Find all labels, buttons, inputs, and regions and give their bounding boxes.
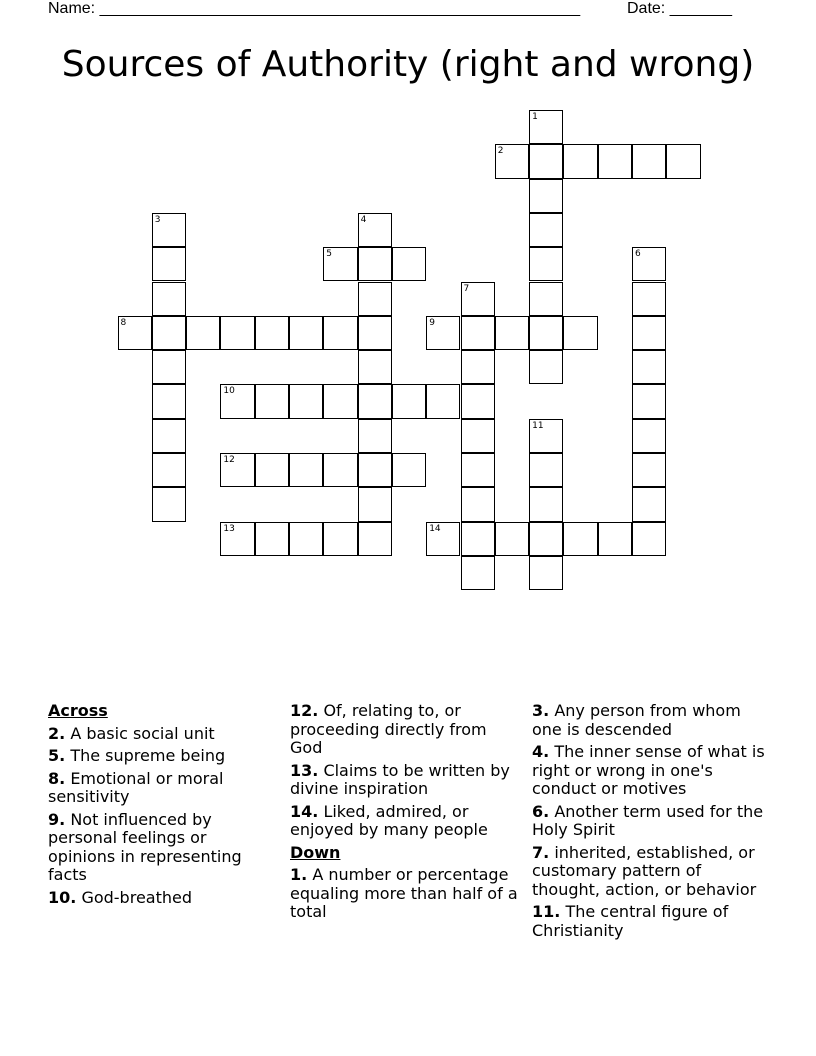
grid-cell[interactable] bbox=[563, 522, 597, 556]
grid-cell[interactable] bbox=[632, 282, 666, 316]
clue-number: 14 bbox=[429, 523, 441, 534]
grid-cell[interactable] bbox=[598, 522, 632, 556]
grid-cell[interactable] bbox=[632, 522, 666, 556]
grid-cell[interactable] bbox=[358, 419, 392, 453]
clue-down-1: 1. A number or percentage equaling more than half of a total bbox=[290, 865, 518, 921]
grid-cell[interactable] bbox=[529, 110, 563, 144]
grid-cell[interactable] bbox=[426, 316, 460, 350]
grid-cell[interactable] bbox=[186, 316, 220, 350]
grid-cell[interactable] bbox=[666, 144, 700, 178]
grid-cell[interactable] bbox=[563, 316, 597, 350]
grid-cell[interactable] bbox=[289, 522, 323, 556]
clue-number: 1 bbox=[532, 112, 538, 122]
clue-number: 4 bbox=[360, 214, 367, 225]
grid-cell[interactable] bbox=[632, 487, 666, 521]
clue-down-4: 4. The inner sense of what is right or wrong in one's conduct or motives bbox=[532, 742, 765, 798]
grid-cell[interactable] bbox=[632, 316, 666, 350]
grid-cell[interactable] bbox=[323, 522, 357, 556]
clue-down-7: 7. inherited, established, or customary pattern of thought, action, or behavior bbox=[532, 842, 757, 899]
grid-cell[interactable] bbox=[461, 522, 495, 556]
grid-cell[interactable] bbox=[152, 487, 186, 521]
clue-across-13: 13. Claims to be written by divine inspiration bbox=[290, 760, 510, 798]
grid-cell[interactable] bbox=[632, 384, 666, 418]
grid-cell[interactable] bbox=[152, 453, 186, 487]
clue-across-9: 9. Not influenced by personal feelings or opinions in representing facts bbox=[48, 809, 242, 884]
grid-cell[interactable] bbox=[529, 247, 563, 281]
grid-cell[interactable] bbox=[529, 316, 563, 350]
grid-cell[interactable] bbox=[529, 522, 563, 556]
grid-cell[interactable] bbox=[495, 522, 529, 556]
name-field-label[interactable]: Name: ______________________________________________________ bbox=[48, 0, 581, 17]
grid-cell[interactable] bbox=[220, 453, 254, 487]
clue-across-5: 5. The supreme being bbox=[48, 746, 226, 765]
grid-cell[interactable] bbox=[529, 213, 563, 247]
grid-cell[interactable] bbox=[461, 453, 495, 487]
grid-cell[interactable] bbox=[461, 350, 495, 384]
grid-cell[interactable] bbox=[392, 247, 426, 281]
clue-down-3: 3. Any person from whom one is descended bbox=[532, 701, 741, 739]
grid-cell[interactable] bbox=[461, 419, 495, 453]
grid-cell[interactable] bbox=[152, 213, 186, 247]
grid-cell[interactable] bbox=[563, 144, 597, 178]
clue-number: 12 bbox=[223, 455, 235, 465]
grid-cell[interactable] bbox=[632, 350, 666, 384]
grid-cell[interactable] bbox=[632, 247, 666, 281]
grid-cell[interactable] bbox=[323, 384, 357, 418]
grid-cell[interactable] bbox=[118, 316, 152, 350]
grid-cell[interactable] bbox=[220, 384, 254, 418]
grid-cell[interactable] bbox=[529, 453, 563, 487]
clue-across-10: 10. God-breathed bbox=[48, 887, 192, 907]
grid-cell[interactable] bbox=[426, 384, 460, 418]
grid-cell[interactable] bbox=[461, 282, 495, 316]
grid-cell[interactable] bbox=[461, 556, 495, 590]
clue-number: 5 bbox=[326, 249, 333, 260]
clue-number: 2 bbox=[497, 146, 504, 157]
grid-cell[interactable] bbox=[495, 144, 529, 178]
grid-cell[interactable] bbox=[632, 419, 666, 453]
clue-number: 7 bbox=[463, 283, 470, 294]
grid-cell[interactable] bbox=[323, 316, 357, 350]
grid-cell[interactable] bbox=[392, 384, 426, 418]
grid-cell[interactable] bbox=[255, 522, 289, 556]
grid-cell[interactable] bbox=[255, 453, 289, 487]
grid-cell[interactable] bbox=[461, 384, 495, 418]
across-heading: Across bbox=[48, 701, 108, 720]
grid-cell[interactable] bbox=[255, 384, 289, 418]
grid-cell[interactable] bbox=[598, 144, 632, 178]
page-title: Sources of Authority (right and wrong) bbox=[61, 44, 755, 85]
grid-cell[interactable] bbox=[152, 419, 186, 453]
grid-cell[interactable] bbox=[529, 556, 563, 590]
grid-cell[interactable] bbox=[358, 213, 392, 247]
grid-cell[interactable] bbox=[358, 247, 392, 281]
clues-column-2 bbox=[290, 702, 522, 926]
clue-number: 10 bbox=[223, 386, 235, 397]
grid-cell[interactable] bbox=[529, 487, 563, 521]
grid-cell[interactable] bbox=[323, 247, 357, 281]
grid-cell[interactable] bbox=[529, 282, 563, 316]
grid-cell[interactable] bbox=[289, 453, 323, 487]
grid-cell[interactable] bbox=[358, 487, 392, 521]
grid-cell[interactable] bbox=[152, 282, 186, 316]
date-field-label[interactable]: Date: _______ bbox=[627, 0, 732, 17]
grid-cell[interactable] bbox=[529, 419, 563, 453]
grid-cell[interactable] bbox=[426, 522, 460, 556]
grid-cell[interactable] bbox=[220, 316, 254, 350]
grid-cell[interactable] bbox=[529, 179, 563, 213]
clue-number: 9 bbox=[429, 317, 435, 328]
grid-cell[interactable] bbox=[289, 384, 323, 418]
grid-cell[interactable] bbox=[220, 522, 254, 556]
grid-cell[interactable] bbox=[152, 384, 186, 418]
clue-number: 3 bbox=[154, 214, 161, 225]
grid-cell[interactable] bbox=[461, 316, 495, 350]
grid-cell[interactable] bbox=[529, 144, 563, 178]
grid-cell[interactable] bbox=[392, 453, 426, 487]
clue-number: 6 bbox=[635, 249, 641, 260]
grid-cell[interactable] bbox=[632, 144, 666, 178]
grid-cell[interactable] bbox=[152, 247, 186, 281]
clue-across-8: 8. Emotional or moral sensitivity bbox=[48, 768, 224, 806]
grid-cell[interactable] bbox=[152, 316, 186, 350]
grid-cell[interactable] bbox=[632, 453, 666, 487]
grid-cell[interactable] bbox=[358, 350, 392, 384]
grid-cell[interactable] bbox=[358, 384, 392, 418]
clue-number: 13 bbox=[223, 523, 235, 534]
clue-number: 8 bbox=[120, 317, 127, 328]
grid-cell[interactable] bbox=[323, 453, 357, 487]
clue-down-11: 11. The central figure of Christianity bbox=[532, 902, 729, 940]
clues-column-3 bbox=[532, 702, 772, 944]
clue-across-2: 2. A basic social unit bbox=[48, 723, 215, 743]
clues-column-1 bbox=[48, 702, 274, 911]
grid-cell[interactable] bbox=[255, 316, 289, 350]
grid-cell[interactable] bbox=[495, 316, 529, 350]
down-heading: Down bbox=[290, 842, 341, 862]
grid-cell[interactable] bbox=[289, 316, 323, 350]
grid-cell[interactable] bbox=[461, 487, 495, 521]
clue-down-6: 6. Another term used for the Holy Spirit bbox=[532, 801, 764, 839]
grid-cell[interactable] bbox=[358, 522, 392, 556]
grid-cell[interactable] bbox=[358, 316, 392, 350]
grid-cell[interactable] bbox=[152, 350, 186, 384]
grid-cell[interactable] bbox=[358, 453, 392, 487]
clue-across-12: 12. Of, relating to, or proceeding directly from God bbox=[290, 701, 487, 757]
grid-cell[interactable] bbox=[358, 282, 392, 316]
clue-across-14: 14. Liked, admired, or enjoyed by many people bbox=[290, 801, 488, 839]
grid-cell[interactable] bbox=[529, 350, 563, 384]
clue-number: 11 bbox=[532, 420, 544, 431]
